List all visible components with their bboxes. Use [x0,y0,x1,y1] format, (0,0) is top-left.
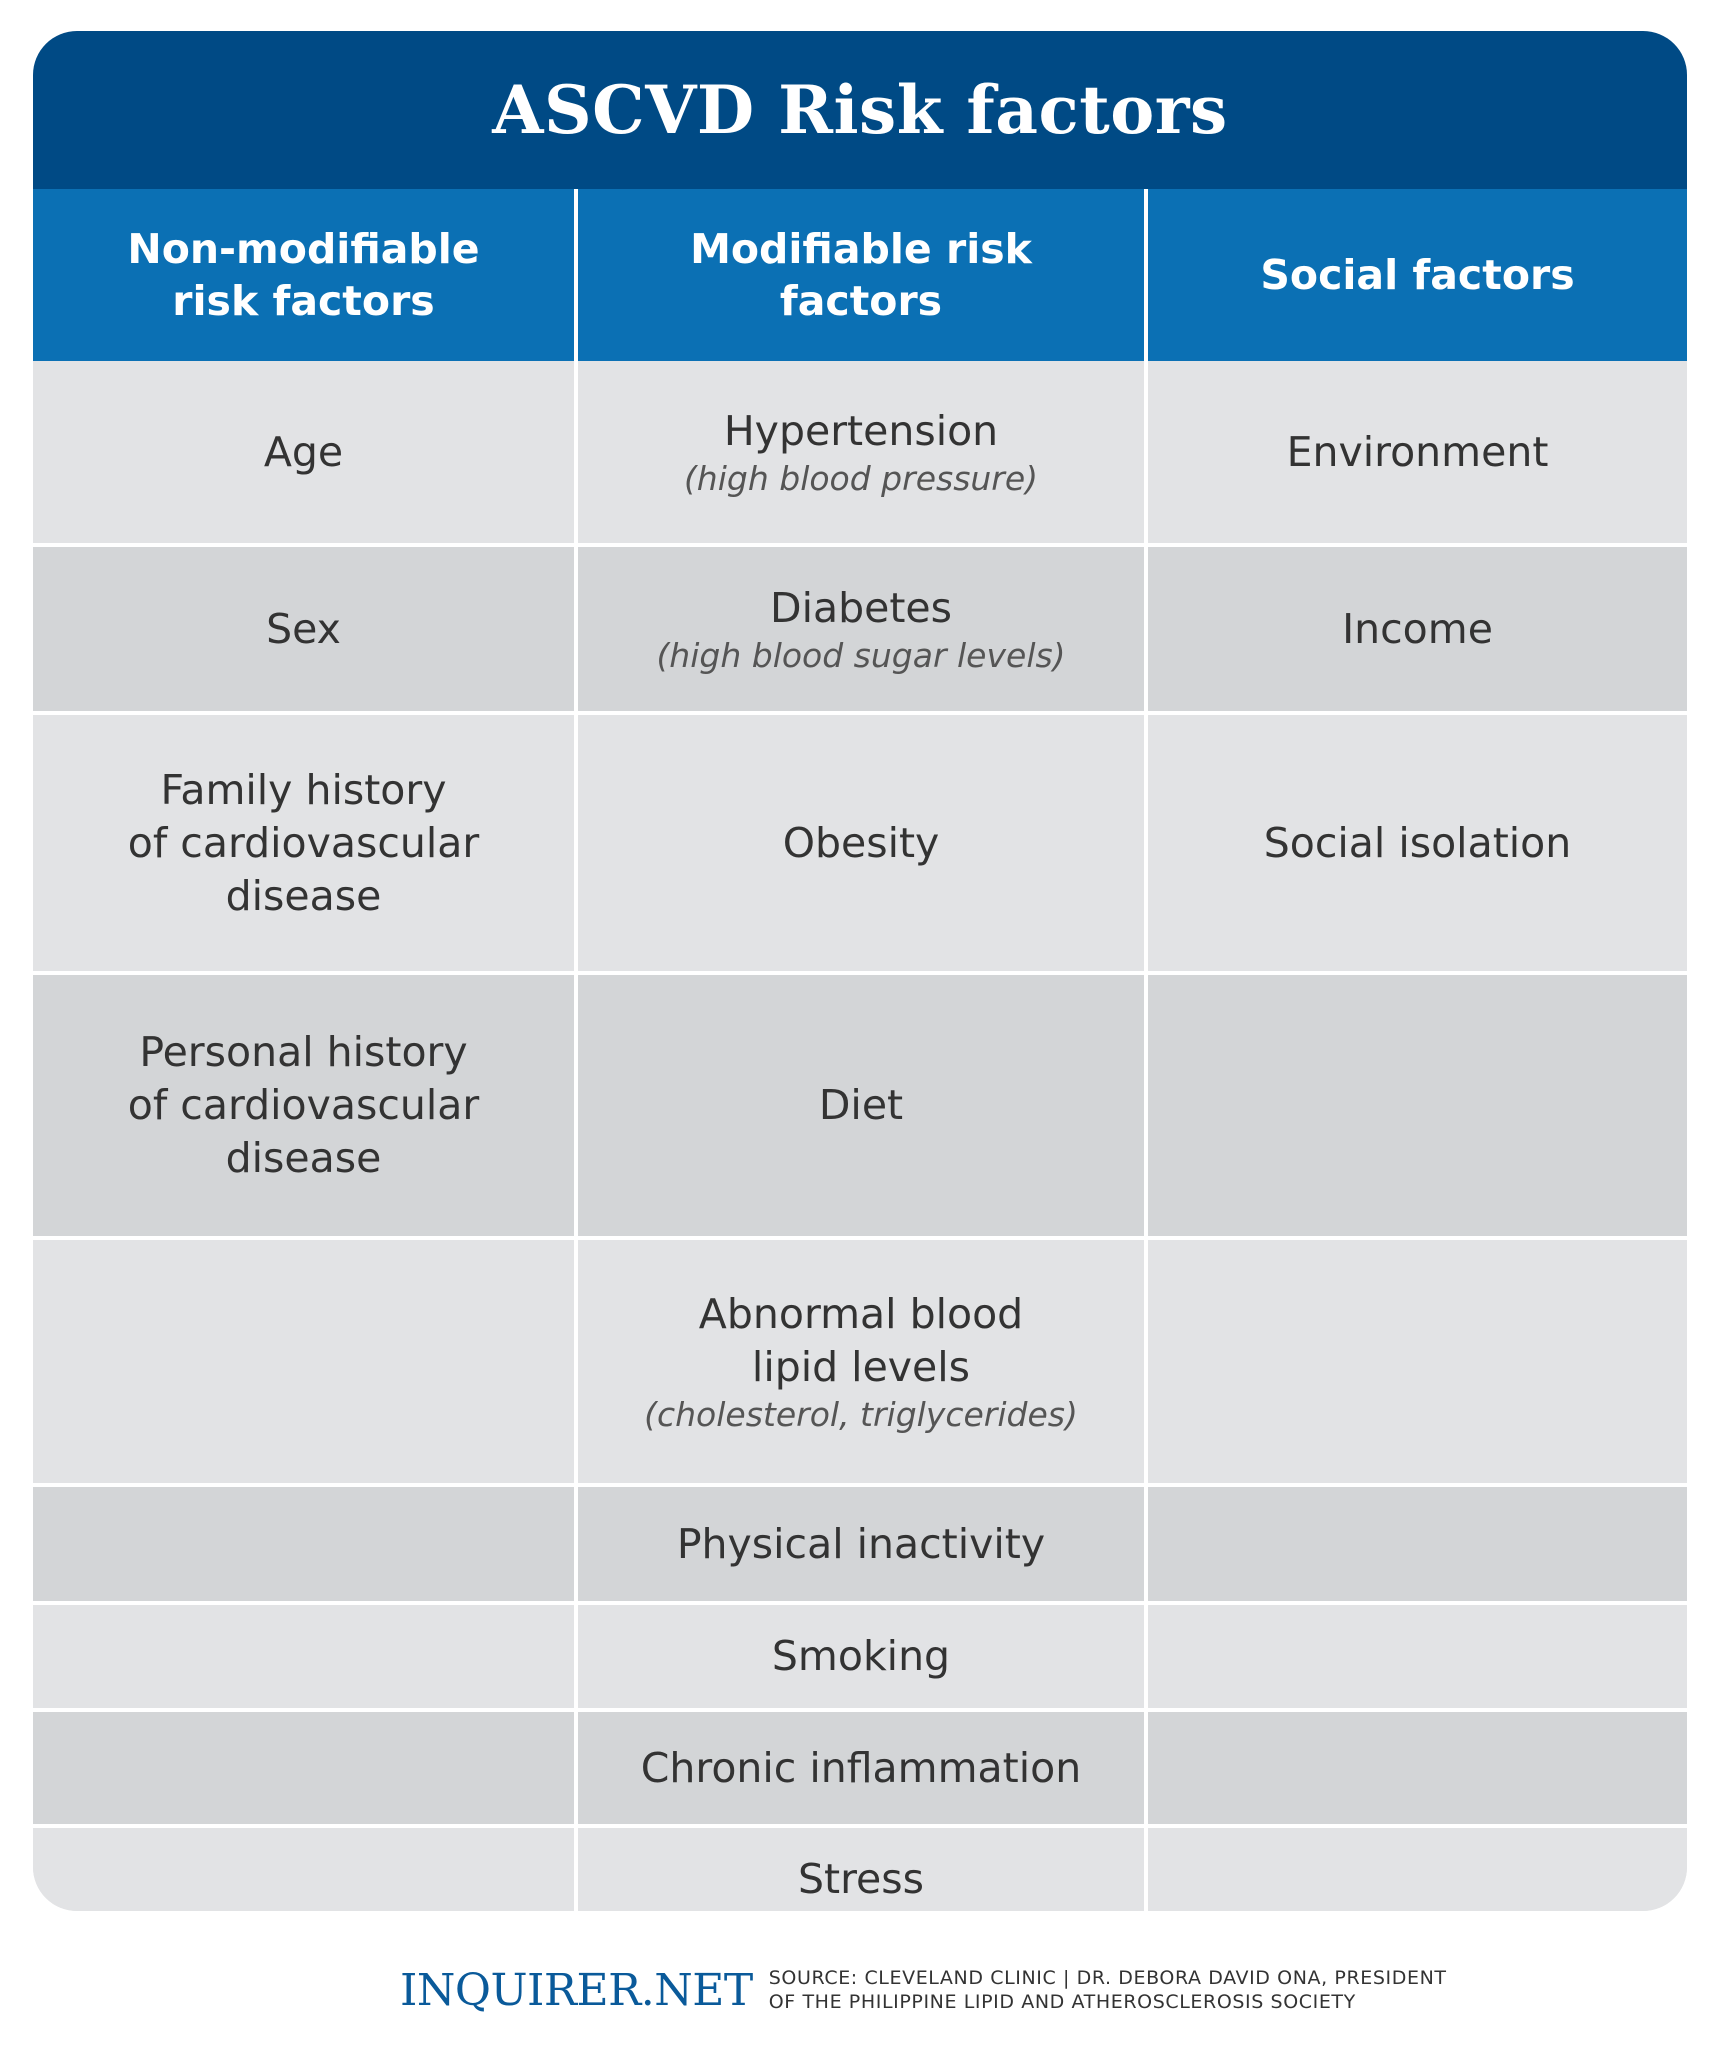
social-cell [1148,1708,1687,1824]
modifiable-cell [578,1824,1148,1911]
table-row [33,1483,1687,1601]
cell-text: Hypertension [723,406,999,455]
cell-text: Personal history of cardiovascular disease [127,1028,480,1182]
page-title: ASCVD Risk factors [492,71,1228,149]
table-row [33,1708,1687,1824]
header-social: Social factors [1148,189,1687,361]
cell-text: Diabetes [770,583,952,632]
cell-note: (high blood sugar levels) [656,635,1066,675]
non-modifiable-cell [33,711,578,971]
cell-text: Stress [797,1854,924,1903]
non-modifiable-cell [33,1708,578,1824]
table-row [33,971,1687,1236]
table-row [33,711,1687,971]
modifiable-cell [578,1601,1148,1708]
social-cell [1148,711,1687,971]
table-body [33,361,1687,1911]
cell-text: Age [263,427,344,476]
non-modifiable-cell [33,543,578,711]
cell-text: Family history of cardiovascular disease [127,765,480,920]
modifiable-cell [578,361,1148,543]
table-row [33,1824,1687,1911]
non-modifiable-cell [33,1236,578,1483]
modifiable-cell [578,1236,1148,1483]
cell-text: Income [1342,604,1493,653]
title-bar [33,31,1687,189]
cell-text: Environment [1286,427,1549,476]
social-cell [1148,1483,1687,1601]
social-cell [1148,1824,1687,1911]
cell-text: Physical inactivity [676,1519,1046,1568]
table-row [33,1236,1687,1483]
table-row [33,1601,1687,1708]
header-non-modifiable: Non-modifiable risk factors [33,189,578,361]
cell-note: (cholesterol, triglycerides) [644,1394,1078,1434]
table-row [33,543,1687,711]
modifiable-cell [578,711,1148,971]
social-cell [1148,361,1687,543]
footer [400,1955,1447,2025]
cell-text: Abnormal blood lipid levels [698,1289,1024,1391]
modifiable-cell [578,543,1148,711]
cell-text: Diet [818,1081,904,1129]
cell-text: Chronic inflammation [640,1743,1082,1792]
cell-note: (high blood pressure) [683,458,1039,498]
social-cell [1148,1236,1687,1483]
social-cell [1148,971,1687,1236]
cell-text: Smoking [771,1632,951,1680]
modifiable-cell [578,971,1148,1236]
source-note: SOURCE: CLEVELAND CLINIC | DR. DEBORA DAVID ONA, PRESIDENT OF THE PHILIPPINE LIPID AND ATHEROSCLEROSIS SOCIETY [768,1967,1447,2013]
table-row [33,361,1687,543]
non-modifiable-cell [33,971,578,1236]
non-modifiable-cell [33,1483,578,1601]
inquirer-logo: INQUIRER.NET [400,1964,753,2016]
non-modifiable-cell [33,361,578,543]
risk-factors-card [33,31,1687,1911]
cell-text: Social isolation [1263,818,1572,867]
cell-text: Obesity [782,818,940,867]
risk-factors-table [33,189,1687,361]
social-cell [1148,1601,1687,1708]
modifiable-cell [578,1483,1148,1601]
non-modifiable-cell [33,1824,578,1911]
header-modifiable: Modifiable risk factors [578,189,1148,361]
social-cell [1148,543,1687,711]
non-modifiable-cell [33,1601,578,1708]
modifiable-cell [578,1708,1148,1824]
cell-text: Sex [266,604,341,653]
